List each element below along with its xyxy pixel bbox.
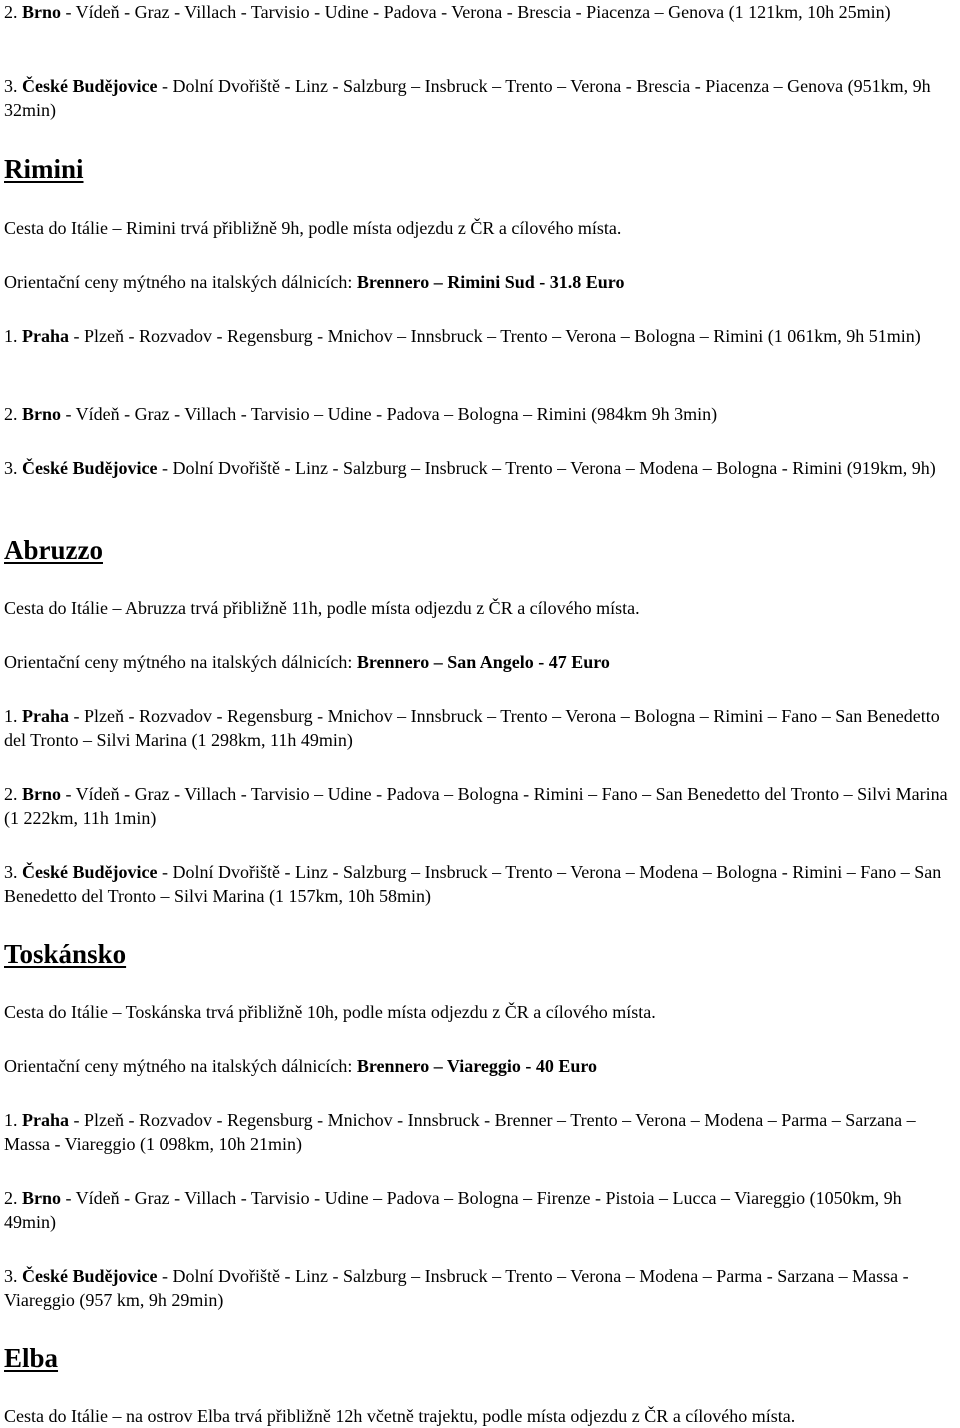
route-item: 2. Brno - Vídeň - Graz - Villach - Tarvisio - Udine – Padova – Bologna – Firenze - Pistoia – Lucca – Viareggio (1050km, 9h 49min) xyxy=(4,1188,902,1232)
trip-duration-text: Cesta do Itálie – Abruzza trvá přibližně 11h, podle místa odjezdu z ČR a cílového místa. xyxy=(4,598,640,618)
trip-duration-text: Cesta do Itálie – Toskánska trvá přibližně 10h, podle místa odjezdu z ČR a cílového místa. xyxy=(4,1002,656,1022)
route-item: 1. Praha - Plzeň - Rozvadov - Regensburg - Mnichov - Innsbruck - Brenner – Trento – Verona – Modena – Parma – Sarzana – Massa - Viareggio (1 098km, 10h 21min) xyxy=(4,1110,916,1154)
route-item: 3. České Budějovice - Dolní Dvořiště - Linz - Salzburg – Insbruck – Trento – Verona – Modena – Parma - Sarzana – Massa - Viareggio (957 km, 9h 29min) xyxy=(4,1266,909,1310)
toll-price-text: Orientační ceny mýtného na italských dálnicích: Brennero – San Angelo - 47 Euro xyxy=(4,652,610,672)
section-heading-elba: Elba xyxy=(4,1343,59,1373)
section-heading-abruzzo: Abruzzo xyxy=(4,535,103,565)
toll-price-text: Orientační ceny mýtného na italských dálnicích: Brennero – Rimini Sud - 31.8 Euro xyxy=(4,272,625,292)
section-heading-toskansko: Toskánsko xyxy=(4,939,127,969)
route-item: 1. Praha - Plzeň - Rozvadov - Regensburg - Mnichov – Innsbruck – Trento – Verona – Bologna – Rimini – Fano – San Benedetto del Tronto – Silvi Marina (1 298km, 11h 49min) xyxy=(4,706,940,750)
route-item: 1. Praha - Plzeň - Rozvadov - Regensburg - Mnichov – Innsbruck – Trento – Verona – Bologna – Rimini (1 061km, 9h 51min) xyxy=(4,326,921,346)
route-item: 3. České Budějovice - Dolní Dvořiště - Linz - Salzburg – Insbruck – Trento – Verona – Modena – Bologna - Rimini – Fano – San Benedetto del Tronto – Silvi Marina (1 157km, 10h 58min) xyxy=(4,862,942,906)
section-heading-rimini: Rimini xyxy=(4,154,84,184)
trip-duration-text: Cesta do Itálie – Rimini trvá přibližně 9h, podle místa odjezdu z ČR a cílového místa. xyxy=(4,218,622,238)
toll-price-text: Orientační ceny mýtného na italských dálnicích: Brennero – Viareggio - 40 Euro xyxy=(4,1056,598,1076)
route-item: 3. České Budějovice - Dolní Dvořiště - Linz - Salzburg – Insbruck – Trento – Verona - Brescia - Piacenza – Genova (951km, 9h 32min) xyxy=(4,76,931,120)
route-item: 2. Brno - Vídeň - Graz - Villach - Tarvisio – Udine - Padova – Bologna – Rimini (984km 9h 3min) xyxy=(4,404,718,424)
trip-duration-text: Cesta do Itálie – na ostrov Elba trvá přibližně 12h včetně trajektu, podle místa odjezdu z ČR a cílového místa. xyxy=(4,1406,796,1426)
route-item: 3. České Budějovice - Dolní Dvořiště - Linz - Salzburg – Insbruck – Trento – Verona – Modena – Bologna - Rimini (919km, 9h) xyxy=(4,458,936,478)
route-item: 2. Brno - Vídeň - Graz - Villach - Tarvisio - Udine - Padova - Verona - Brescia - Piacenza – Genova (1 121km, 10h 25min) xyxy=(4,2,891,22)
route-item: 2. Brno - Vídeň - Graz - Villach - Tarvisio – Udine - Padova – Bologna - Rimini – Fano – San Benedetto del Tronto – Silvi Marina (1 222km, 11h 1min) xyxy=(4,784,948,828)
